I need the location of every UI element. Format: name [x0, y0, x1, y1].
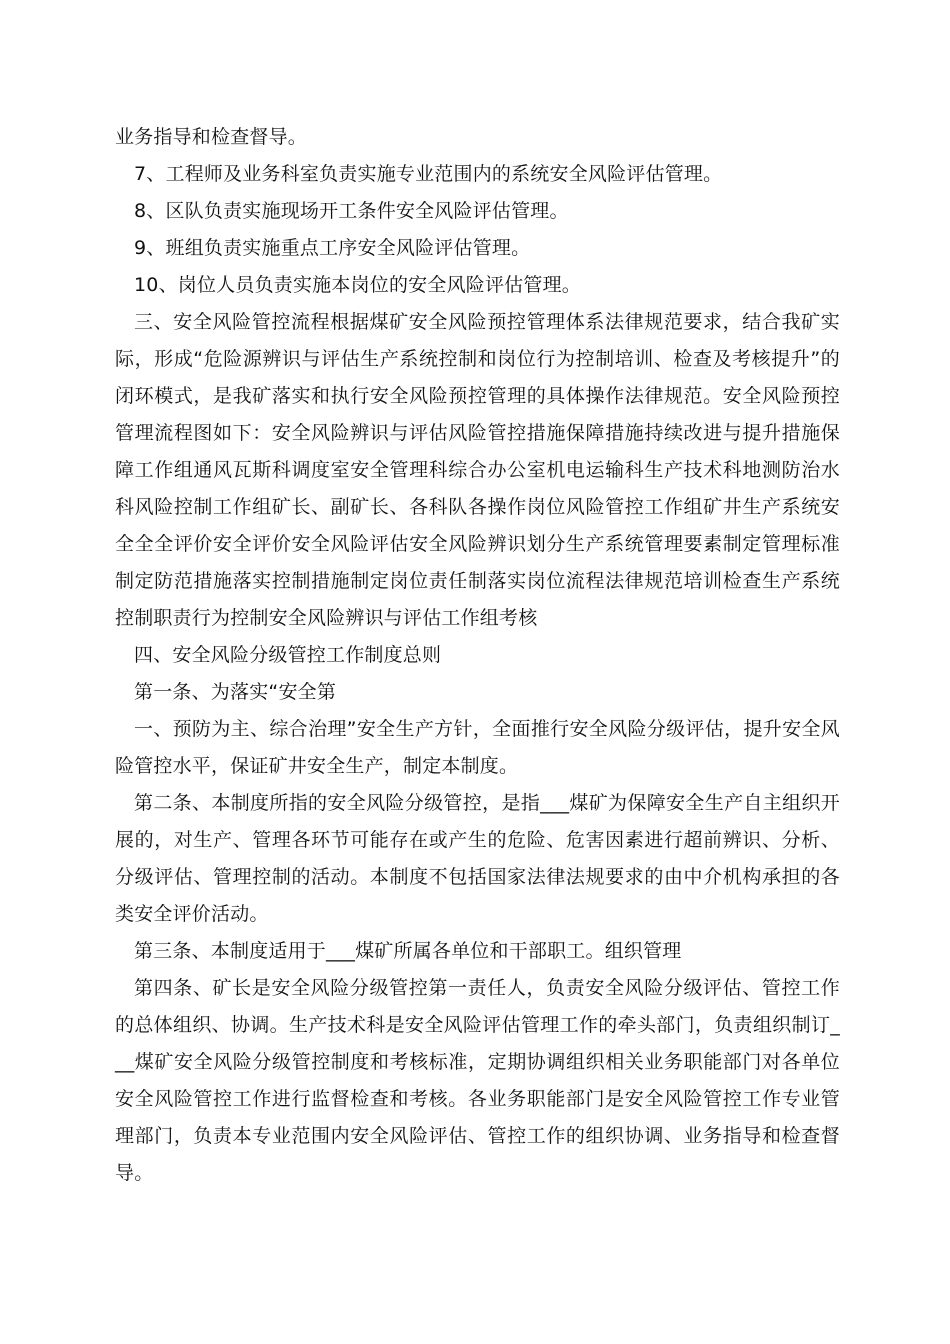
paragraph-article-1: 第一条、为落实“安全第: [134, 681, 337, 703]
paragraph-section-3: 三、安全风险管控流程根据煤矿安全风险预控管理体系法律规范要求，结合我矿实际，形成“危险源辨识与评估生产系统控制和岗位行为控制培训、检查及考核提升”的闭环模式，是我矿落实和执行安全风险预控管理的具体操作法律规范。安全风险预控管理流程图如下：安全风险辨识与评估风险管控措施保障措施持续改进与提升措施保障工作组通风瓦斯科调度室安全管理科综合办公室机电运输科生产技术科地测防治水科风险控制工作组矿长、副矿长、各科队各操作岗位风险管控工作组矿井生产系统安全全全评价安全评价安全风险评估安全风险辨识划分生产系统管理要素制定管理标准制定防范措施落实控制措施制定岗位责任制落实岗位流程法律规范培训检查生产系统控制职责行为控制安全风险辨识与评估工作组考核: [115, 311, 840, 629]
paragraph-item-8: 8、区队负责实施现场开工条件安全风险评估管理。: [134, 200, 569, 222]
paragraph-item-9: 9、班组负责实施重点工序安全风险评估管理。: [134, 237, 531, 259]
section-heading-4: 四、安全风险分级管控工作制度总则: [134, 644, 442, 666]
paragraph-article-2: 第二条、本制度所指的安全风险分级管控，是指___煤矿为保障安全生产自主组织开展的，对生产、管理各环节可能存在或产生的危险、危害因素进行超前辨识、分析、分级评估、管理控制的活动。本制度不包括国家法律法规要求的由中介机构承担的各类安全评价活动。: [115, 792, 840, 925]
paragraph-continuation: 业务指导和检查督导。: [115, 126, 308, 148]
paragraph-item-10: 10、岗位人员负责实施本岗位的安全风险评估管理。: [134, 274, 581, 296]
paragraph-article-3: 第三条、本制度适用于___煤矿所属各单位和干部职工。组织管理: [134, 940, 682, 962]
paragraph-item-7: 7、工程师及业务科室负责实施专业范围内的系统安全风险评估管理。: [134, 163, 723, 185]
document-body: [115, 119, 840, 1192]
paragraph-article-1-cont: 一、预防为主、综合治理”安全生产方针，全面推行安全风险分级评估，提升安全风险管控水平，保证矿井安全生产，制定本制度。: [115, 718, 840, 777]
paragraph-article-4: 第四条、矿长是安全风险分级管控第一责任人，负责安全风险分级评估、管控工作的总体组织、协调。生产技术科是安全风险评估管理工作的牵头部门，负责组织制订___煤矿安全风险分级管控制度和考核标准，定期协调组织相关业务职能部门对各单位安全风险管控工作进行监督检查和考核。各业务职能部门是安全风险管控工作专业管理部门，负责本专业范围内安全风险评估、管控工作的组织协调、业务指导和检查督导。: [115, 977, 840, 1184]
